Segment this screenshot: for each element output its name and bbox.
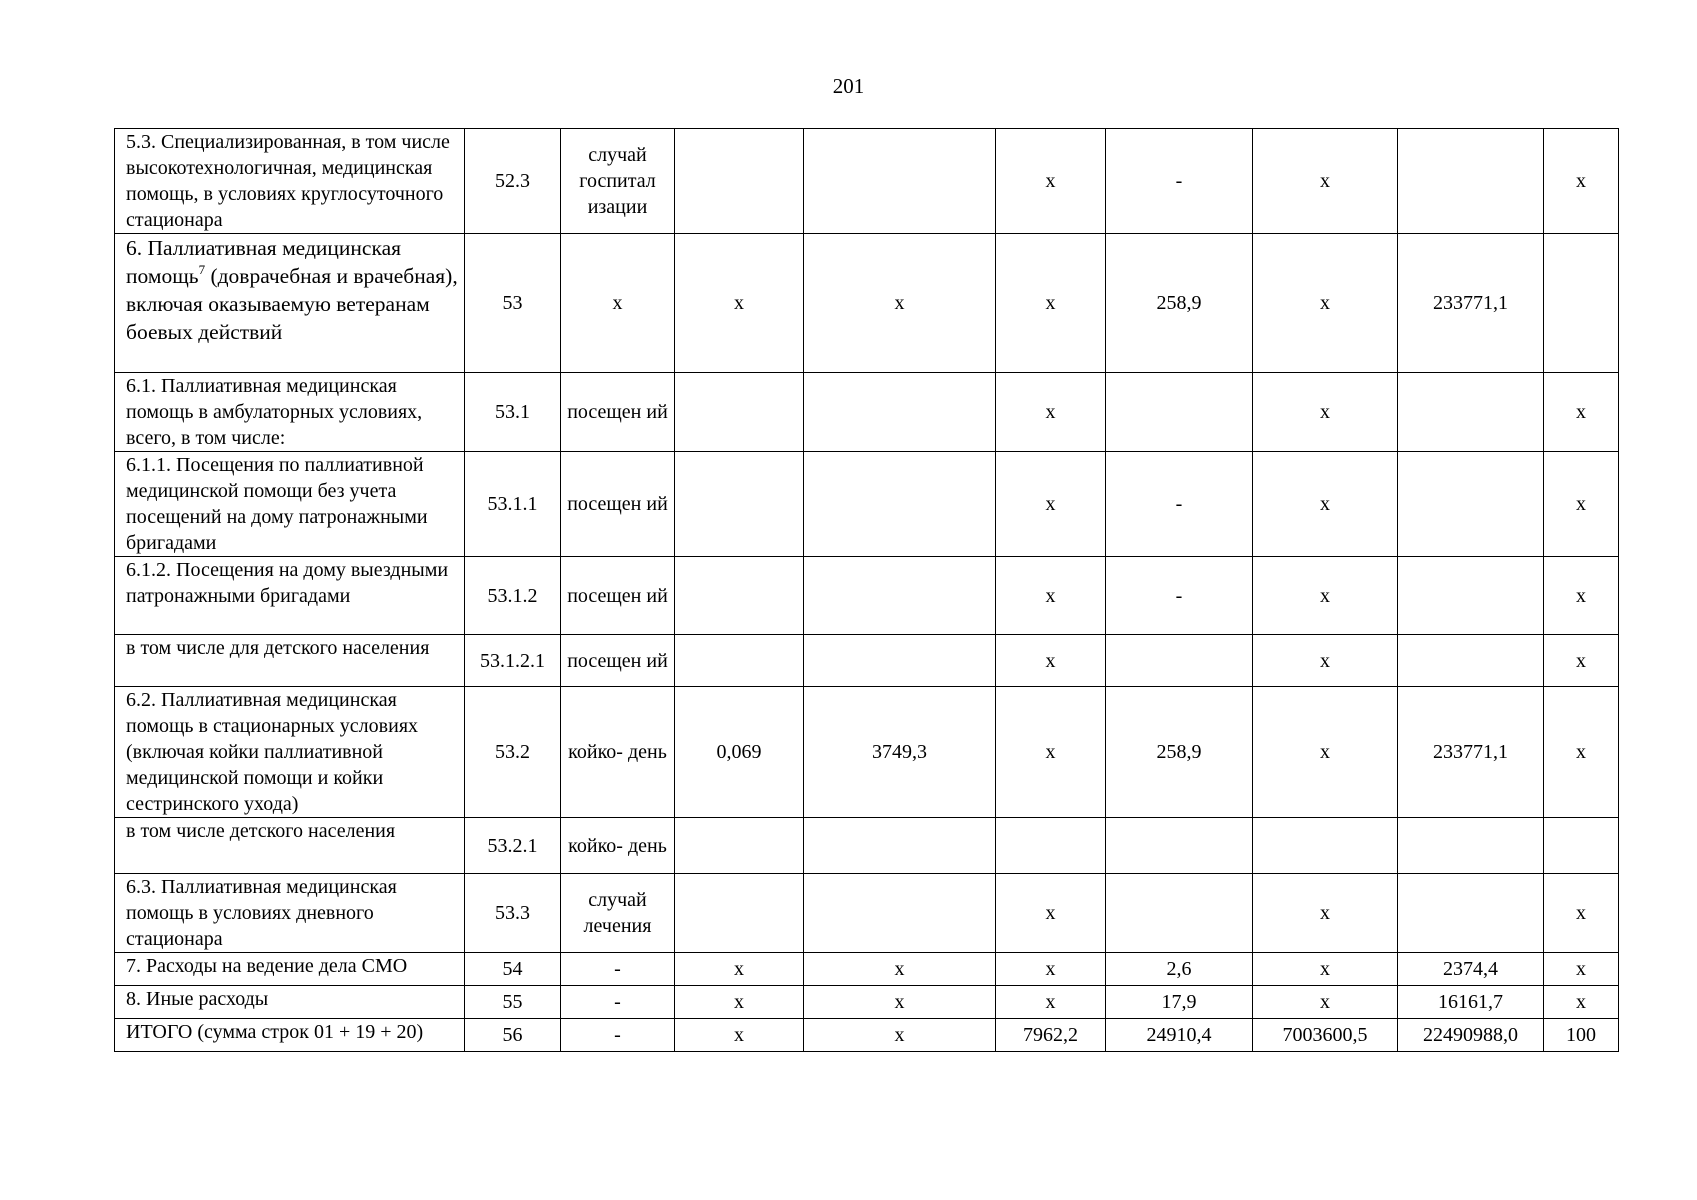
cell-c6: х	[996, 953, 1106, 986]
row-code: 53	[465, 234, 561, 373]
cell-c8: х	[1253, 687, 1398, 818]
cell-c8: х	[1253, 953, 1398, 986]
cell-c4: 0,069	[675, 687, 804, 818]
row-name: 6.3. Паллиативная медицинская помощь в условиях дневного стационара	[115, 874, 465, 953]
row-code: 53.2.1	[465, 818, 561, 874]
cell-c6: х	[996, 687, 1106, 818]
cell-c7	[1106, 635, 1253, 687]
row-unit: посещен ий	[561, 635, 675, 687]
cell-c6: х	[996, 635, 1106, 687]
cell-c6	[996, 818, 1106, 874]
table-row	[115, 953, 1619, 986]
row-code: 53.1.1	[465, 452, 561, 557]
cell-c5	[804, 874, 996, 953]
cell-c10: х	[1544, 635, 1619, 687]
row-code: 53.1.2	[465, 557, 561, 635]
cell-c8: х	[1253, 986, 1398, 1019]
cell-c9: 233771,1	[1398, 234, 1544, 373]
cell-c9	[1398, 452, 1544, 557]
cell-c6: х	[996, 129, 1106, 234]
cell-c6: 7962,2	[996, 1019, 1106, 1052]
cell-c10: х	[1544, 687, 1619, 818]
row-name	[115, 234, 465, 373]
cell-c10	[1544, 234, 1619, 373]
cell-c4	[675, 373, 804, 452]
cell-c5	[804, 129, 996, 234]
cell-c5: х	[804, 1019, 996, 1052]
cell-c7: -	[1106, 129, 1253, 234]
row-code: 52.3	[465, 129, 561, 234]
cell-c7: 258,9	[1106, 687, 1253, 818]
cell-c9: 22490988,0	[1398, 1019, 1544, 1052]
cell-c7: 258,9	[1106, 234, 1253, 373]
cell-c10: х	[1544, 557, 1619, 635]
cell-c4	[675, 557, 804, 635]
cell-c6: х	[996, 986, 1106, 1019]
row-code: 56	[465, 1019, 561, 1052]
cell-c9	[1398, 874, 1544, 953]
row-unit: случай госпитал изации	[561, 129, 675, 234]
row-name: 7. Расходы на ведение дела СМО	[115, 953, 465, 986]
cell-c9	[1398, 557, 1544, 635]
row-unit: х	[561, 234, 675, 373]
row-unit: -	[561, 953, 675, 986]
cell-c7: 24910,4	[1106, 1019, 1253, 1052]
cell-c4: х	[675, 953, 804, 986]
cell-c9	[1398, 635, 1544, 687]
cell-c10: 100	[1544, 1019, 1619, 1052]
cell-c10: х	[1544, 953, 1619, 986]
cell-c7: 17,9	[1106, 986, 1253, 1019]
cell-c4	[675, 818, 804, 874]
cell-c9: 16161,7	[1398, 986, 1544, 1019]
cell-c8: х	[1253, 373, 1398, 452]
cell-c4	[675, 452, 804, 557]
cell-c7: 2,6	[1106, 953, 1253, 986]
cell-c7	[1106, 818, 1253, 874]
row-unit: -	[561, 1019, 675, 1052]
cell-c8	[1253, 818, 1398, 874]
cell-c10: х	[1544, 129, 1619, 234]
cell-c4	[675, 874, 804, 953]
page-number: 201	[832, 74, 865, 98]
cell-c10: х	[1544, 373, 1619, 452]
cell-c9	[1398, 129, 1544, 234]
cell-c5: 3749,3	[804, 687, 996, 818]
cell-c5: х	[804, 953, 996, 986]
table-row-total	[115, 1019, 1619, 1052]
cell-c9: 233771,1	[1398, 687, 1544, 818]
cell-c8: х	[1253, 635, 1398, 687]
cell-c4	[675, 129, 804, 234]
cell-c5: х	[804, 986, 996, 1019]
cell-c4: х	[675, 986, 804, 1019]
cell-c7: -	[1106, 557, 1253, 635]
row-unit: посещен ий	[561, 373, 675, 452]
row-code: 54	[465, 953, 561, 986]
row-name: в том числе детского населения	[115, 818, 465, 874]
row-name: 6.1.1. Посещения по паллиативной медицинской помощи без учета посещений на дому патронажными бригадами	[115, 452, 465, 557]
cell-c10: х	[1544, 452, 1619, 557]
cell-c9	[1398, 818, 1544, 874]
table-row	[115, 373, 1619, 452]
cell-c7	[1106, 373, 1253, 452]
cell-c5	[804, 557, 996, 635]
cell-c4: х	[675, 1019, 804, 1052]
cell-c4: х	[675, 234, 804, 373]
table-row	[115, 986, 1619, 1019]
row-code: 55	[465, 986, 561, 1019]
cell-c6: х	[996, 234, 1106, 373]
cell-c5	[804, 373, 996, 452]
cell-c9	[1398, 373, 1544, 452]
row-name-text: 6. Паллиативная медицинская помощь	[126, 236, 401, 288]
cell-c8: х	[1253, 234, 1398, 373]
row-name: 5.3. Специализированная, в том числе высокотехнологичная, медицинская помощь, в условиях круглосуточного стационара	[115, 129, 465, 234]
cell-c5: х	[804, 234, 996, 373]
row-name: в том числе для детского населения	[115, 635, 465, 687]
table-row	[115, 687, 1619, 818]
cell-c6: х	[996, 557, 1106, 635]
cell-c7	[1106, 874, 1253, 953]
row-name: 6.2. Паллиативная медицинская помощь в стационарных условиях (включая койки паллиативной медицинской помощи и койки сестринского ухода)	[115, 687, 465, 818]
row-unit: койко- день	[561, 687, 675, 818]
cell-c8: х	[1253, 874, 1398, 953]
row-unit: посещен ий	[561, 452, 675, 557]
row-name: 6.1.2. Посещения на дому выездными патронажными бригадами	[115, 557, 465, 635]
table-row	[115, 129, 1619, 234]
row-name: ИТОГО (сумма строк 01 + 19 + 20)	[115, 1019, 465, 1052]
table-row	[115, 635, 1619, 687]
row-name: 8. Иные расходы	[115, 986, 465, 1019]
cell-c6: х	[996, 874, 1106, 953]
cell-c8: х	[1253, 557, 1398, 635]
cell-c10: х	[1544, 986, 1619, 1019]
row-unit: -	[561, 986, 675, 1019]
row-code: 53.2	[465, 687, 561, 818]
cell-c8: 7003600,5	[1253, 1019, 1398, 1052]
cost-table	[114, 128, 1619, 1052]
cell-c10	[1544, 818, 1619, 874]
cell-c5	[804, 452, 996, 557]
row-name-text-cont: (доврачебная и врачебная), включая оказываемую ветеранам боевых действий	[126, 264, 458, 344]
table-row	[115, 874, 1619, 953]
cell-c8: х	[1253, 129, 1398, 234]
cell-c7: -	[1106, 452, 1253, 557]
table-row	[115, 557, 1619, 635]
footnote-mark: 7	[198, 262, 206, 277]
cell-c4	[675, 635, 804, 687]
table-row	[115, 818, 1619, 874]
row-name: 6.1. Паллиативная медицинская помощь в амбулаторных условиях, всего, в том числе:	[115, 373, 465, 452]
row-code: 53.3	[465, 874, 561, 953]
cell-c6: х	[996, 452, 1106, 557]
table-row	[115, 452, 1619, 557]
cell-c5	[804, 635, 996, 687]
cell-c5	[804, 818, 996, 874]
cell-c10: х	[1544, 874, 1619, 953]
row-unit: посещен ий	[561, 557, 675, 635]
cell-c6: х	[996, 373, 1106, 452]
cell-c8: х	[1253, 452, 1398, 557]
row-unit: случай лечения	[561, 874, 675, 953]
row-code: 53.1	[465, 373, 561, 452]
row-unit: койко- день	[561, 818, 675, 874]
table-row	[115, 234, 1619, 373]
row-code: 53.1.2.1	[465, 635, 561, 687]
cell-c9: 2374,4	[1398, 953, 1544, 986]
